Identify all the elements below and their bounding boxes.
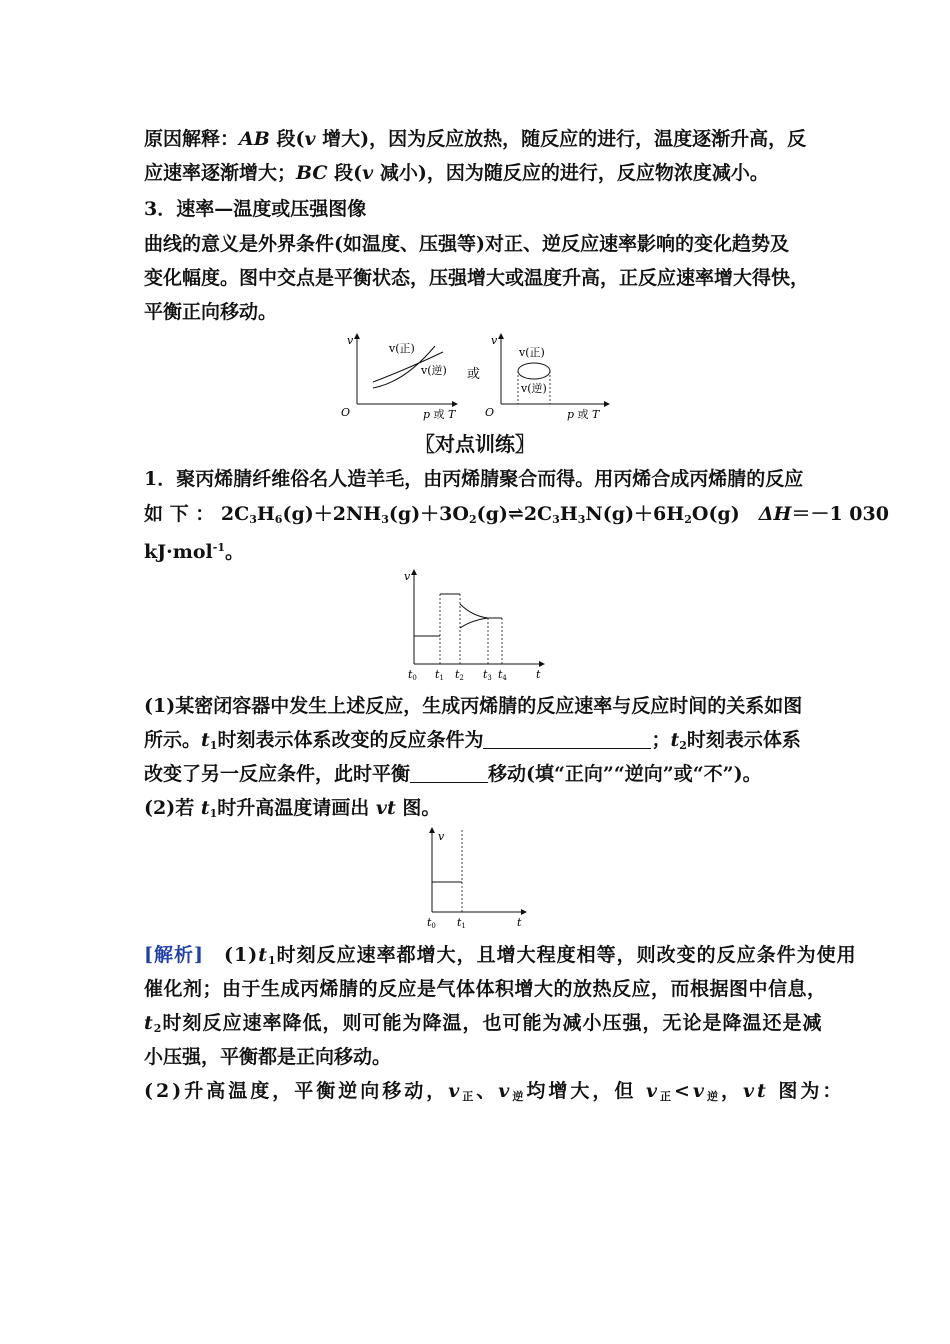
rate-time-figure-blank: [422, 826, 532, 934]
subquestion-1-line-3: 改变了另一反应条件，此时平衡 移动(填“正向”“逆向”或“不”)。: [144, 763, 762, 785]
forward-curve: [460, 604, 488, 618]
tick-t1: t1: [435, 668, 444, 682]
section-text-line-1: 曲线的意义是外界条件(如温度、压强等)对正、逆反应速率影响的变化趋势及: [144, 233, 789, 255]
forward-label: v(正): [389, 342, 415, 355]
analysis-line-3: $t_2$时刻反应速率降低，则可能为降温，也可能为减小压强，无论是降温还是减: [144, 1012, 823, 1035]
forward-label: v(正): [519, 346, 545, 359]
rate-symbol: v: [362, 162, 374, 184]
reverse-curve: [460, 618, 488, 628]
analysis-line-5: (2)升高温度，平衡逆向移动，$v_正$、$v_逆$均增大，但 $v_正<v_逆$，vt 图为：: [144, 1080, 845, 1103]
analysis-line-4: 小压强，平衡都是正向移动。: [144, 1046, 392, 1068]
answer-blank-2[interactable]: [410, 764, 488, 783]
segment-ab: AB: [239, 128, 270, 150]
subquestion-2: (2)若 $t_1$时升高温度请画出 vt 图。: [144, 797, 441, 820]
x-label: p 或 T: [567, 408, 600, 421]
or-label: 或: [467, 367, 481, 382]
tick-t3: t3: [483, 668, 492, 682]
analysis-line-1: [解析] $(1)t_1$时刻反应速率都增大，且增大程度相等，则改变的反应条件为使用: [144, 944, 857, 967]
analysis-line-2: 催化剂；由于生成丙烯腈的反应是气体体积增大的放热反应，而根据图中信息，: [144, 978, 827, 1000]
rate-vs-pressure-figure: [335, 330, 625, 426]
rate-time-figure-1: [400, 568, 550, 686]
equilibrium-arrow-icon: ⇌: [507, 503, 524, 525]
segment-bc: BC: [296, 162, 328, 184]
rate-symbol: v: [304, 128, 316, 150]
reverse-label: v(逆): [421, 364, 447, 377]
text: 段(: [269, 128, 305, 150]
tick-t0: t0: [427, 916, 436, 930]
tick-t1: t1: [457, 916, 466, 930]
text: 段(: [327, 162, 363, 184]
explanation-line-1: [144, 126, 806, 152]
text: 应速率逐渐增大；: [144, 162, 297, 184]
analysis-tag: [解析]: [144, 944, 204, 966]
explanation-line-2: [144, 160, 769, 186]
question-equation-line: 如 下 ： $2C_3H_6(g)+2NH_3(g)+3O_2(g)\rightleftharpoons 2C_3H_3N(g)+6H_2O(g)$ ΔH＝－1 030: [144, 503, 889, 526]
training-title: 〖对点训练〗: [415, 432, 535, 456]
question-line-1: 1．聚丙烯腈纤维俗名人造羊毛，由丙烯腈聚合而得。用丙烯合成丙烯腈的反应: [144, 468, 804, 490]
origin-label: O: [341, 406, 351, 419]
x-label: p 或 T: [423, 408, 456, 421]
y-label: v: [404, 570, 411, 583]
section-text-line-2: 变化幅度。图中交点是平衡状态，压强增大或温度升高，正反应速率增大得快，: [144, 267, 810, 289]
question-line-3: kJ·mol$^{-1}$。: [144, 541, 245, 563]
origin-label: O: [485, 406, 495, 419]
tick-t0: t0: [408, 668, 417, 682]
answer-blank-1[interactable]: [483, 730, 651, 749]
text: 原因解释：: [144, 128, 240, 150]
y-label: v: [491, 334, 498, 347]
subquestion-1-line-1: (1)某密闭容器中发生上述反应，生成丙烯腈的反应速率与反应时间的关系如图: [144, 695, 803, 717]
tick-t4: t4: [498, 668, 507, 682]
section-text-line-3: 平衡正向移动。: [144, 301, 278, 323]
y-label: v: [347, 334, 354, 347]
y-label: v: [438, 830, 445, 843]
x-label: t: [517, 916, 522, 929]
text: 增大)，因为反应放热，随反应的进行，温度逐渐升高，反: [315, 128, 807, 150]
tick-t2: t2: [455, 668, 464, 682]
x-label: t: [536, 668, 541, 681]
reverse-label: v(逆): [521, 382, 547, 395]
section-heading: 3．速率—温度或压强图像: [144, 198, 367, 220]
subquestion-1-line-2: 所示。$t_1$时刻表示体系改变的反应条件为 ；$t_2$时刻表示体系: [144, 729, 801, 752]
curve-loop: [518, 363, 550, 379]
text: 减小)，因为随反应的进行，反应物浓度减小。: [373, 162, 769, 184]
